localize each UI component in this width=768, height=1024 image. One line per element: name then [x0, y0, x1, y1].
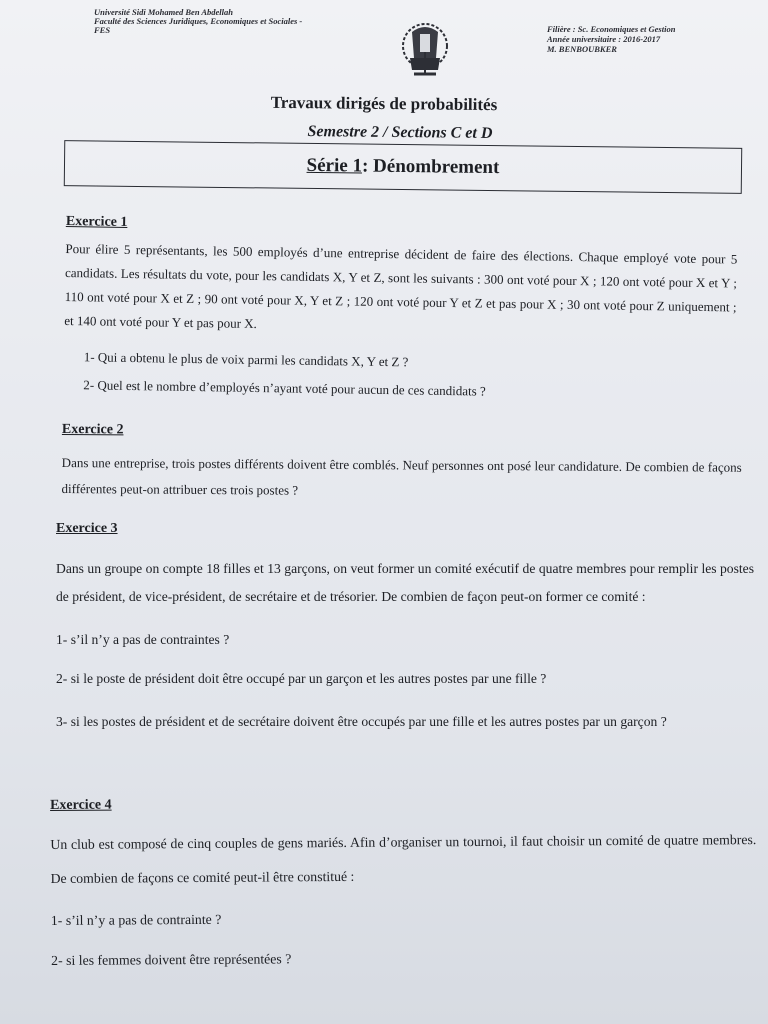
exercise-title: Exercice 2 [61, 422, 124, 438]
exercise-question: 1- Qui a obtenu le plus de voix parmi les candidats X, Y et Z ? [83, 349, 409, 370]
exercise-question: 1- s’il n’y a pas de contrainte ? [50, 911, 222, 928]
university-name: Université Sidi Mohamed Ben Abdellah [94, 7, 234, 17]
document-subtitle: Semestre 2 / Sections C et D [307, 123, 493, 142]
exercise-1 [63, 214, 738, 410]
exercise-2 [61, 422, 742, 507]
header-institution [94, 8, 374, 35]
exercise-title: Exercice 1 [65, 214, 128, 230]
header-course-info [547, 24, 757, 54]
exercise-question: 2- si le poste de président doit être occupé par un garçon et les autres postes par une fille ? [56, 671, 547, 686]
faculty-name: Faculté des Sciences Juridiques, Economiques et Sociales - [94, 16, 303, 26]
exercise-3 [56, 521, 754, 740]
exercise-statement: Pour élire 5 représentants, les 500 employés d’une entreprise décident de faire des élections. Chaque employé vote pour 5 candidats. Les résultats du vote, pour les candidats X, Y et Z, sont les suivants : 300 ont voté pour X ; 120 ont voté pour X et Y ; 110 ont voté pour X et Z ; 90 ont voté pour X, Y et Z ; 120 ont voté pour Y et Z et pas pour X ; 30 ont voté pour Z uniquement ; et 140 ont voté pour Y et pas pour X. [64, 240, 738, 332]
university-emblem-icon [392, 18, 458, 82]
exercise-title: Exercice 4 [50, 797, 112, 813]
exercise-question: 3- si les postes de président et de secrétaire doivent être occupés par une fille et les autres postes par un garçon ? [56, 714, 667, 729]
document-title: Travaux dirigés de probabilités [270, 92, 498, 115]
exercise-question: 2- si les femmes doivent être représentées ? [51, 951, 292, 968]
serie-topic: : Dénombrement [361, 155, 500, 179]
city-name: FES [94, 25, 111, 35]
exercise-statement: Dans une entreprise, trois postes différents doivent être comblés. Neuf personnes ont posé leur candidature. De combien de façons différentes peut-on attribuer ces trois postes ? [61, 454, 742, 498]
exercise-statement: Dans un groupe on compte 18 filles et 13 garçons, on veut former un comité exécutif de quatre membres pour remplir les postes de président, de vice-président, de secrétaire et de trésorier. De combien de façon peut-on former ce comité : [56, 561, 754, 604]
exercise-question: 1- s’il n’y a pas de contraintes ? [56, 632, 230, 647]
exercise-4 [50, 793, 757, 972]
filiere-label: Filière : Sc. Economiques et Gestion [547, 24, 676, 34]
professor-name: M. BENBOUBKER [547, 44, 617, 54]
exercise-statement: Un club est composé de cinq couples de gens mariés. Afin d’organiser un tournoi, il faut choisir un comité de quatre membres. De combien de façons ce comité peut-il être constitué : [50, 832, 757, 886]
academic-year: Année universitaire : 2016-2017 [547, 34, 661, 44]
exercise-question: 2- Quel est le nombre d’employés n’ayant voté pour aucun de ces candidats ? [83, 377, 486, 399]
exercise-title: Exercice 3 [56, 521, 118, 536]
serie-heading-box [64, 140, 742, 194]
serie-label: Série 1 [306, 154, 363, 177]
